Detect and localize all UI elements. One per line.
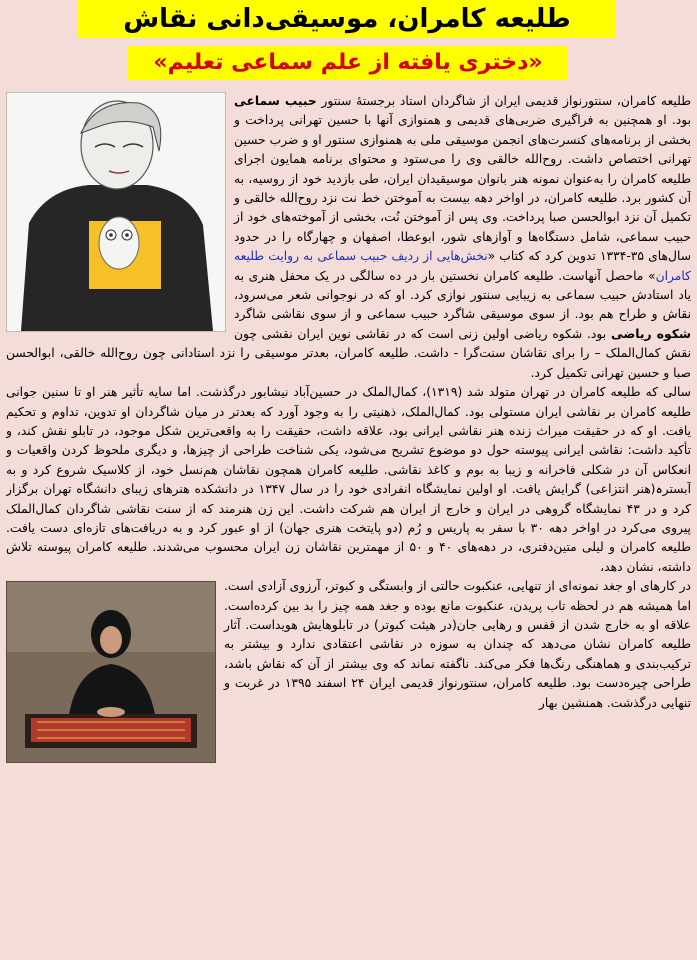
paragraph-1-text-d: بود. شکوه ریاضی اولین زنی است که در نقاشی نوین ایران نقشی چون نقش کمال‌الملک – را برای نقاشان سنت‌گرا - داشت. طلیعه کامران، بعدتر موسیقی را نزد استادانی چون روح‌الله خالقی، ابوالحسن صبا و حسین تهرانی تکمیل کرد. <box>6 326 691 380</box>
article-title: طلیعه کامران، موسیقی‌دانی نقاش <box>78 0 616 38</box>
habib-samaei-name: حبیب سماعی <box>234 94 317 108</box>
article-subtitle: «دختری یافته از علم سماعی تعلیم» <box>128 46 568 80</box>
shokouh-riazi-name: شکوه ریاضی <box>610 326 691 341</box>
paragraph-3: در کارهای او جغد نمونه‌ای از تنهایی، عنکبوت حالتی از وابستگی و کبوتر، آرزوی آزادی است. اما همیشه هم در لحظه تاب پریدن، عنکبوت مانع بوده و جغد همه چیز را بد بین کرده‌است. علاقه او به خارج شدن از قفس و رهایی جان(در هیئت کبوتر) در تابلوهایش هویداست. آثار طلیعه کامران نشان می‌دهد که چندان به سوزه در نقاشی اعتقادی ندارد و بیشتر به ترکیب‌بندی و هماهنگی رنگ‌ها فکر می‌کند. ناگفته نماند که وی بیشتر از آن که نقاش باشد، طراحی چیره‌دست بود. طلیعه کامران، سنتورنواز قدیمی ایران ۲۴ اسفند ۱۳۹۵ در غربت و تنهایی درگذشت. همنشین بهار <box>224 579 691 710</box>
book-title-link[interactable]: نخش‌هایی از ردیف حبیب سماعی به روایت طلیعه کامران <box>234 249 691 283</box>
paragraph-1-text-c: » ماحصل آنهاست. طلیعه کامران نخستین بار در ده سالگی در یک محفل هنری به یاد استادش حبیب سماعی به زیبایی سنتور نوازی کرد. او که در نوجوانی شعر می‌سرود، نقاش و طراح هم بود. از سوی موسیقی شاگرد حبیب سماعی و از سوی نقاشی شاگرد <box>234 268 691 322</box>
painting-woman-with-owl-image <box>6 92 226 332</box>
article-body <box>6 92 691 958</box>
photo-woman-painting-at-table-image <box>6 581 216 763</box>
paragraph-1-text-b: بود. او همچنین به فراگیری ضربی‌های قدیمی و همنوازی آنها با حسین تهرانی پرداخت و بخشی از برنامه‌های کنسرت‌های انجمن موسیقی ملی به همنوازی سنتور او و ضرب حسین تهرانی اختصاص داشت. روح‌الله خالقی وی را می‌ستود و محتوای برنامه همایون اجرای طلیعه کامران را به‌عنوان نمونه هنر بانوان موسیقیدان ایران، طی بازدید خود از روسیه، به آن کشور برد. طلیعه کامران، در اواخر دهه بیست به آموختن خط نت نزد روح‌الله خالقی و تکمیل آن نزد ابوالحسن صبا پرداخت. وی پس از آموختن نُت، بخشی از آموخته‌های خود از حبیب سماعی، شامل دستگاه‌ها و آوازهای شور، ابوعطا، اصفهان و چهارگاه را در حدود سال‌های ۳۵-۱۳۳۴ تدوین کرد که کتاب « <box>234 113 691 264</box>
paragraph-1-text-a: طلیعه کامران، سنتورنواز قدیمی ایران از شاگردان استاد برجستهٔ سنتور <box>316 94 691 108</box>
paragraph-2: سالی که طلیعه کامران در تهران متولد شد (۱۳۱۹)، کمال‌الملک در حسین‌آباد نیشابور درگذشت. اما سایه تأثیر هنر او تا سنین جوانی طلیعه کامران بر نقاشی ایران مستولی بود. کمال‌الملک، ذهنیتی را به وجود آورد که بعدتر در میان شاگردان او تدوین، تداوم و تحکیم یافت. او که در حقیقت میراث زنده هنر نقاشی ایرانی بود، علاقه داشت، حقیقت را به واقعی‌ترین شکل موجود، در تابلو نقش کند، و تأکید داشت: نقاشی ایرانی پیوسته حول دو موضوع تشریح می‌شود، یکی شناخت طراحی از چیزها، و دیگری ملحوظ کردن واقعیات و انعکاس آن در شکلی فاخرانه و زیبا به بوم و کاغذ نقاشی. طلیعه کامران همچون نقاشان هم‌نسل خود، از کلاسیک شروع کرد و به آبسترہ(هنر انتزاعی) گرایش یافت. او اولین نمایشگاه انفرادی خود را در سال ۱۳۴۷ در دانشکده هنرهای زیبای دانشگاه تهران برگزار کرد و در ۴۳ نمایشگاه گروهی در ایران و خارج از ایران هم شرکت داشت. این زن هنرمند که از سنت نقاشی شاگردان کمال‌الملک پیروی می‌کرد در اواخر دهه ۳۰ با سفر به پاریس و رُم (دو پایتخت هنری جهان) از او عبور کرد و به دریافت‌های تازه‌ای دست یافت. طلیعه کامران و لیلی متین‌دفتری، در دهه‌های ۴۰ و ۵۰ از مهمترین نقاشان زن ایران محسوب می‌شدند. طلیعه کامران پیوسته تلاش داشته، نشان دهد، <box>6 385 691 574</box>
